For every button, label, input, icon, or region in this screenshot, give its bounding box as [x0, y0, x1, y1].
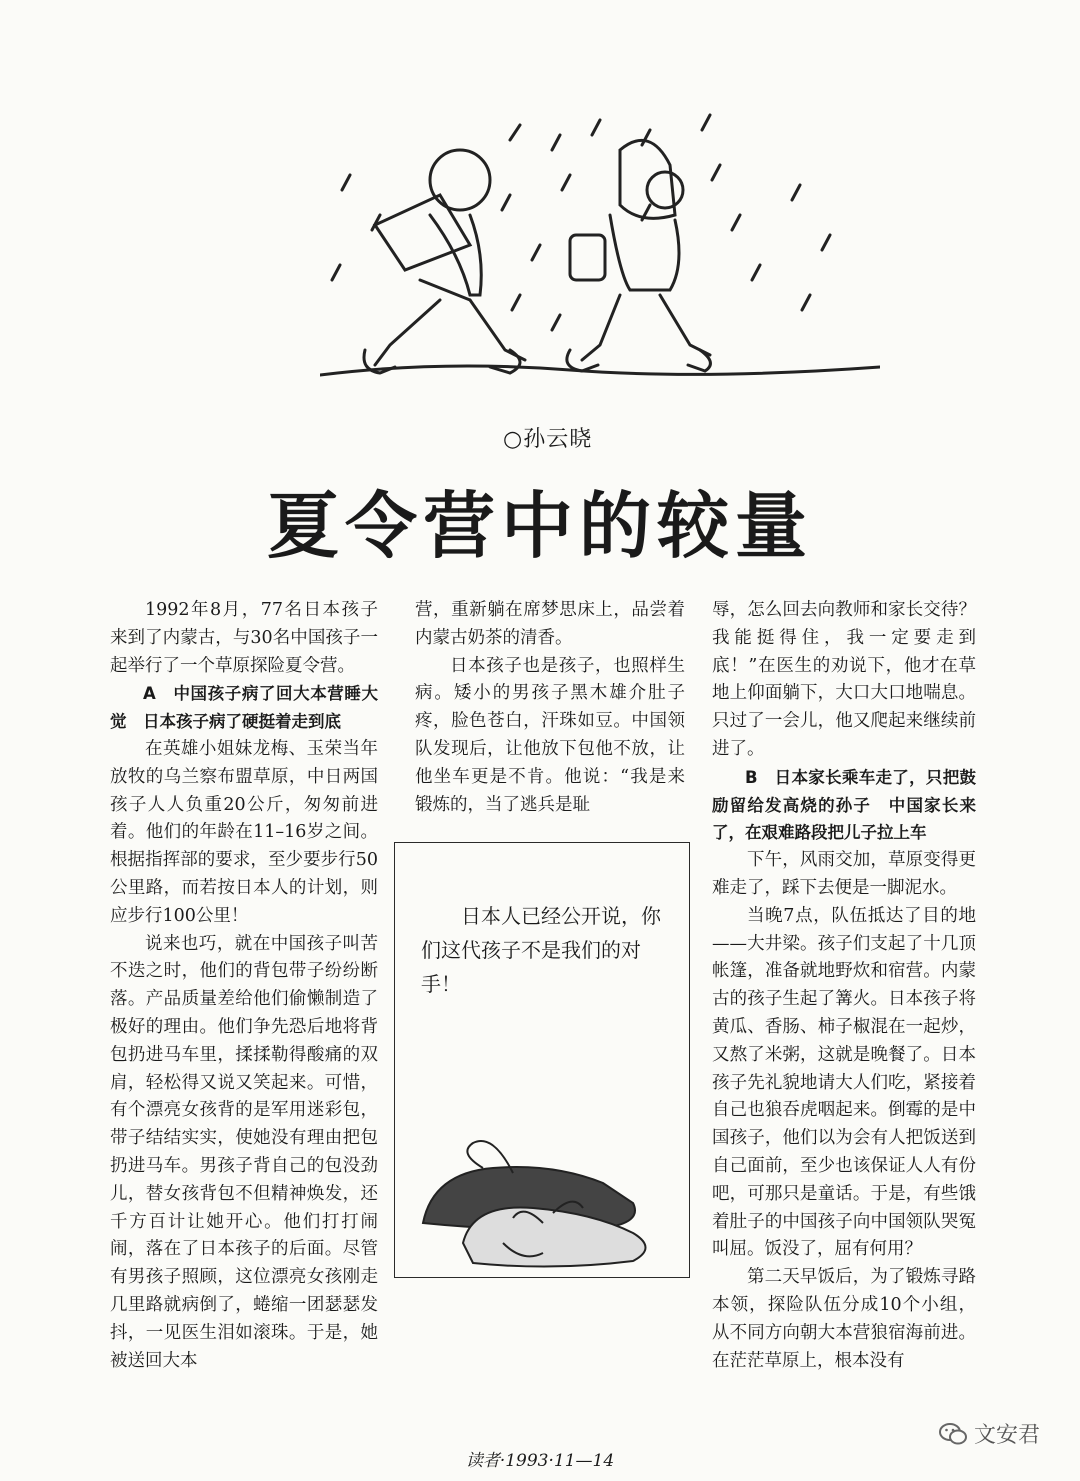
watermark	[938, 1418, 1040, 1449]
wechat-icon	[938, 1421, 968, 1447]
paragraph: 日本孩子也是孩子，也照样生病。矮小的男孩子黑木雄介肚子疼，脸色苍白，汗珠如豆。中国领队发现后，让他放下包他不放，让他坐车更是不肯。他说：“我是来锻炼的，当了逃兵是耻	[415, 655, 685, 815]
paragraph: 辱，怎么回去向教师和家长交待？我能挺得住，我一定要走到底！”在医生的劝说下，他才在草地上仰面躺下，大口大口地喘息。只过了一会儿，他又爬起来继续前进了。	[712, 600, 976, 759]
pull-quote-text: 日本人已经公开说，你们这代孩子不是我们的对手！	[421, 904, 661, 996]
column-1	[110, 597, 378, 1375]
paragraph: 当晚7点，队伍抵达了目的地——大井梁。孩子们支起了十几顶帐篷，准备就地野炊和宿营。内蒙古的孩子生起了篝火。日本孩子将黄瓜、香肠、柿子椒混在一起炒，又熬了米粥，这就是晚餐了。日本孩子先礼貌地请大人们吃，紧接着自己也狼吞虎咽起来。倒霉的是中国孩子，他们以为会有人把饭送到自己面前，至少也该保证人人有份吧，可那只是童话。于是，有些饿着肚子的中国孩子向中国领队哭冤叫屈。饭没了，屈有何用？	[712, 905, 976, 1260]
column-3	[712, 597, 976, 1375]
paragraph: 在英雄小姐妹龙梅、玉荣当年放牧的乌兰察布盟草原，中日两国孩子人人负重20公斤，匆匆前进着。他们的年龄在11–16岁之间。根据指挥部的要求，至少要步行50公里路，而若按日本人的计划，则应步行100公里！	[110, 738, 378, 926]
paragraph: 下午，风雨交加，草原变得更难走了，踩下去便是一脚泥水。	[712, 850, 976, 898]
watermark-text: 文安君	[974, 1423, 1041, 1448]
pull-quote-box	[394, 842, 690, 1278]
paragraph: 说来也巧，就在中国孩子叫苦不迭之时，他们的背包带子纷纷断落。产品质量差给他们偷懒制造了极好的理由。他们争先恐后地将背包扔进马车里，揉揉勒得酸痛的双肩，轻松得又说又笑起来。可惜，有个漂亮女孩背的是军用迷彩包，带子结结实实，使她没有理由把包扔进马车。男孩子背自己的包没劲儿，替女孩背包不但精神焕发，还千方百计让她开心。他们打打闹闹，落在了日本孩子的后面。尽管有男孩子照顾，这位漂亮女孩刚走几里路就病倒了，蜷缩一团瑟瑟发抖，一见医生泪如滚珠。于是，她被送回大本	[110, 933, 378, 1371]
rain-children-illustration	[320, 105, 880, 395]
author-byline: ○孙云晓	[503, 427, 593, 452]
shoes-illustration	[403, 1113, 683, 1273]
column-2	[415, 597, 685, 819]
paragraph: 1992年8月，77名日本孩子来到了内蒙古，与30名中国孩子一起举行了一个草原探险夏令营。	[110, 600, 378, 676]
article-title: 夏令营中的较量	[266, 484, 813, 568]
section-heading-a: A 中国孩子病了回大本营睡大觉 日本孩子病了硬挺着走到底	[110, 684, 378, 732]
paragraph: 营，重新躺在席梦思床上，品尝着内蒙古奶茶的清香。	[415, 600, 685, 648]
section-heading-b: B 日本家长乘车走了，只把鼓励留给发高烧的孙子 中国家长来了，在艰难路段把儿子拉上车	[712, 767, 976, 843]
page-footer: 读者·1993·11—14	[465, 1451, 615, 1471]
paragraph: 第二天早饭后，为了锻炼寻路本领，探险队伍分成10个小组，从不同方向朝大本营狼宿海前进。在茫茫草原上，根本没有	[712, 1267, 976, 1371]
